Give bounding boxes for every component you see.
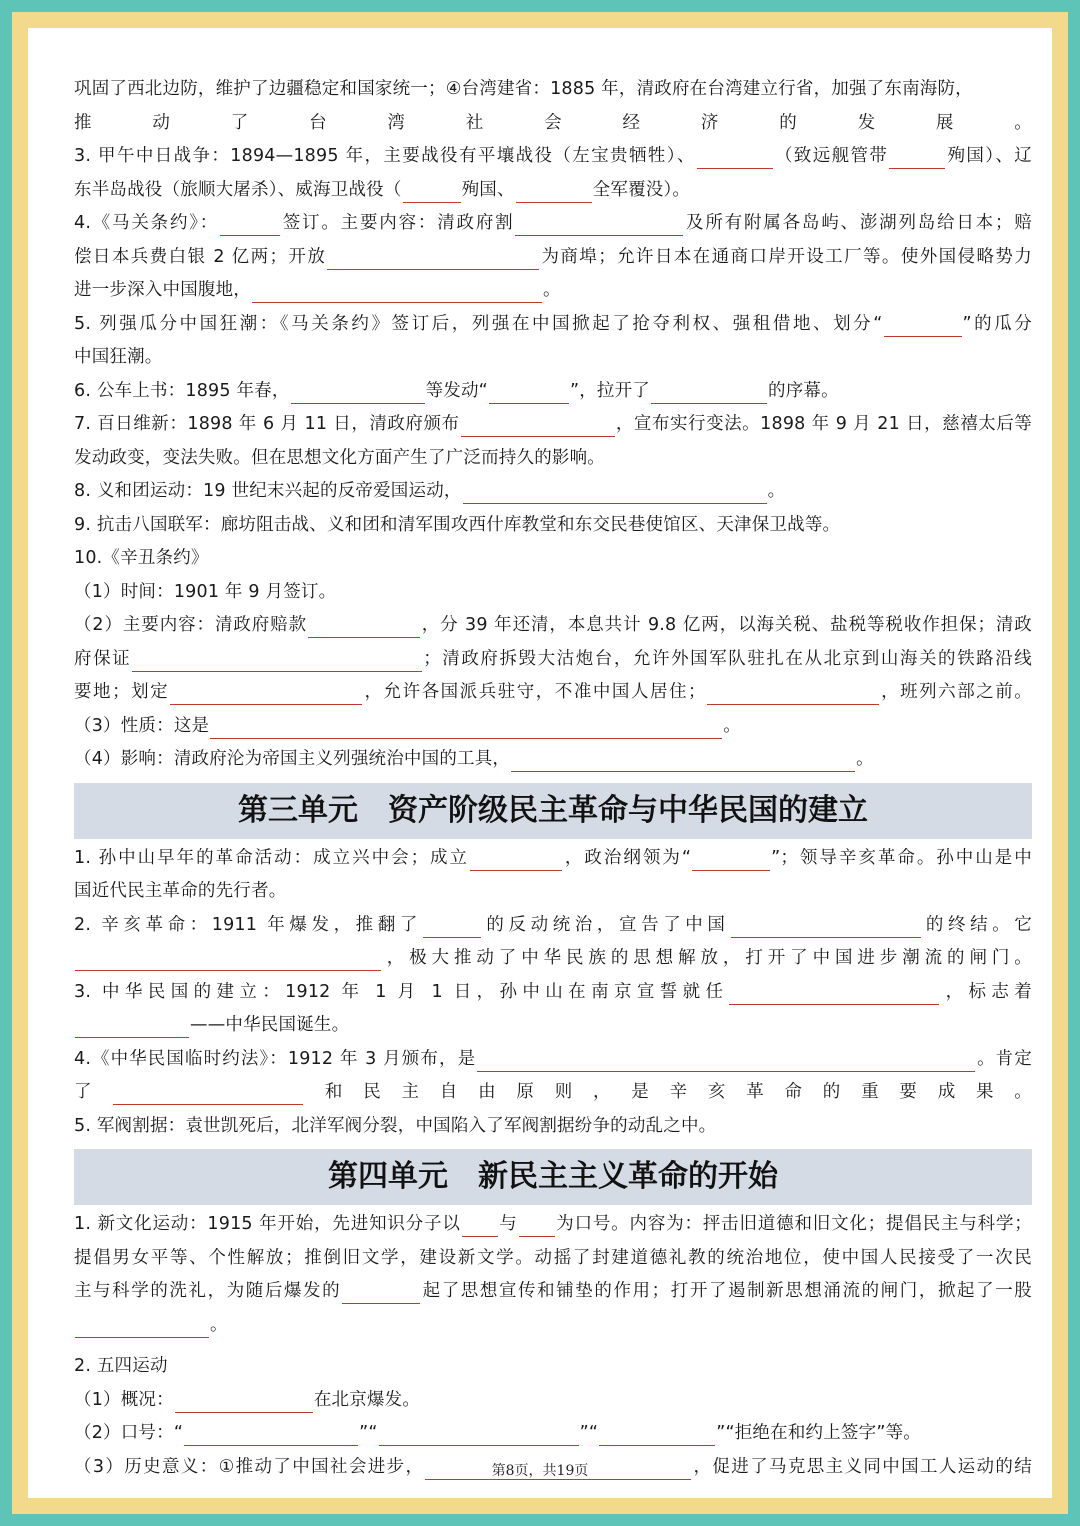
- text-segment: 。: [210, 1314, 228, 1335]
- text-segment: 府保证: [74, 648, 132, 669]
- text-segment: 殉国）、辽: [946, 146, 1032, 166]
- text-line: [74, 609, 1032, 643]
- text-segment: 5. 军阀割据：袁世凯死后，北洋军阀分裂，中国陷入了军阀割据纷争的动乱之中。: [74, 1115, 717, 1136]
- page-content: [74, 73, 1032, 1484]
- text-line: [74, 842, 1032, 876]
- fill-in-blank[interactable]: [707, 680, 879, 705]
- text-segment: 及所有附属各岛屿、澎湖列岛给日本；赔: [684, 213, 1032, 233]
- unit-4-notes: [74, 1208, 1032, 1484]
- text-line: [74, 909, 1032, 943]
- text-segment: ，标志着: [940, 981, 1032, 1002]
- text-segment: 2. 五四运动: [74, 1356, 168, 1376]
- text-line: [74, 1309, 1032, 1343]
- text-segment: 的反动统治，宣告了中国: [481, 914, 730, 935]
- text-segment: 4.《马关条约》：: [74, 213, 220, 233]
- page-footer: 第8页，共19页: [491, 1463, 589, 1479]
- text-segment: 1. 新文化运动：1915 年开始，先进知识分子以: [74, 1214, 461, 1234]
- text-segment: 。: [767, 481, 786, 501]
- fill-in-blank[interactable]: [477, 1047, 975, 1072]
- fill-in-blank[interactable]: [511, 747, 855, 772]
- text-line: [74, 1417, 1032, 1451]
- text-segment: ”；领导辛亥革命。孙中山是中: [771, 847, 1032, 868]
- fill-in-blank[interactable]: [884, 312, 962, 337]
- fill-in-blank[interactable]: [113, 1080, 303, 1105]
- fill-in-blank[interactable]: [403, 178, 461, 203]
- fill-in-blank[interactable]: [308, 613, 420, 638]
- text-line: [74, 1275, 1032, 1309]
- text-segment: 3. 甲午中日战争：1894—1895 年，主要战役有平壤战役（左宝贵牺牲）、: [74, 146, 696, 166]
- text-segment: 2. 辛亥革命：1911 年爆发，推翻了: [74, 914, 422, 935]
- text-line: [74, 375, 1032, 409]
- text-segment: 签订。主要内容：清政府割: [281, 213, 515, 233]
- text-line: [74, 408, 1032, 442]
- text-segment: ”“: [579, 1423, 599, 1443]
- fill-in-blank[interactable]: [519, 1212, 555, 1237]
- fill-in-blank[interactable]: [697, 144, 773, 169]
- text-line: [74, 341, 1032, 375]
- text-segment: （3）性质：这是: [74, 715, 210, 736]
- fill-in-blank[interactable]: [729, 980, 939, 1005]
- fill-in-blank[interactable]: [462, 1212, 498, 1237]
- text-segment: 等发动“: [425, 380, 488, 401]
- text-segment: 3. 中华民国的建立：1912 年 1 月 1 日，孙中山在南京宣誓就任: [74, 981, 729, 1002]
- text-segment: （1）时间：1901 年 9 月签订。: [74, 581, 337, 602]
- text-segment: 的终结。它: [921, 914, 1033, 935]
- text-line: [74, 207, 1032, 241]
- fill-in-blank[interactable]: [731, 913, 921, 938]
- fill-in-blank[interactable]: [423, 913, 481, 938]
- text-segment: 。: [856, 749, 874, 769]
- unit-3-notes: [74, 842, 1032, 1144]
- text-line: [74, 542, 1032, 576]
- fill-in-blank[interactable]: [515, 211, 683, 236]
- text-line: [74, 140, 1032, 174]
- text-segment: （4）影响：清政府沦为帝国主义列强统治中国的工具，: [74, 749, 511, 769]
- fill-in-blank[interactable]: [252, 278, 542, 303]
- text-segment: 推动了台湾社会经济的发展。: [74, 112, 1032, 133]
- text-line: [74, 73, 1032, 107]
- text-line: [74, 1043, 1032, 1077]
- text-segment: ，政治纲领为“: [563, 847, 692, 868]
- text-segment: 提倡男女平等、个性解放；推倒旧文学，建设新文学。动摇了封建道德礼教的统治地位，使中国人民接受了一次民: [74, 1247, 1032, 1268]
- fill-in-blank[interactable]: [342, 1279, 420, 1304]
- text-segment: 的序幕。: [768, 380, 839, 401]
- text-segment: 与: [498, 1214, 518, 1234]
- text-line: [74, 576, 1032, 610]
- text-line: [74, 743, 1032, 777]
- text-segment: 。: [543, 280, 561, 300]
- fill-in-blank[interactable]: [651, 379, 767, 404]
- text-line: [74, 174, 1032, 208]
- text-segment: 为口号。内容为：抨击旧道德和旧文化；提倡民主与科学；: [555, 1214, 1033, 1234]
- text-segment: ，允许各国派兵驻守，不准中国人居住；: [363, 682, 706, 702]
- text-segment: ，宣布实行变法。1898 年 9 月 21 日，慈禧太后等: [615, 414, 1032, 434]
- fill-in-blank[interactable]: [599, 1421, 715, 1446]
- text-segment: （2）口号：“: [74, 1423, 184, 1443]
- text-segment: 8. 义和团运动：19 世纪末兴起的反帝爱国运动，: [74, 481, 462, 501]
- text-line: [74, 1350, 1032, 1384]
- unit-2-notes: [74, 73, 1032, 777]
- fill-in-blank[interactable]: [692, 846, 770, 871]
- text-segment: ”“: [359, 1423, 378, 1443]
- text-segment: （3）历史意义：①推动了中国社会进步，: [74, 1456, 425, 1477]
- fill-in-blank[interactable]: [170, 680, 362, 705]
- text-line: [74, 509, 1032, 543]
- text-segment: 巩固了西北边防，维护了边疆稳定和国家统一；④台湾建省：1885 年，清政府在台湾建立行省，加强了东南海防，: [74, 79, 973, 99]
- text-segment: （致远舰管带: [773, 146, 889, 166]
- fill-in-blank[interactable]: [470, 846, 562, 871]
- fill-in-blank[interactable]: [184, 1421, 358, 1446]
- text-segment: 7. 百日维新：1898 年 6 月 11 日，清政府颁布: [74, 414, 460, 434]
- text-line: [74, 442, 1032, 476]
- fill-in-blank[interactable]: [379, 1421, 579, 1446]
- text-line: [74, 942, 1032, 976]
- text-line: [74, 241, 1032, 275]
- fill-in-blank[interactable]: [463, 479, 767, 504]
- text-segment: ”“拒绝在和约上签字”等。: [716, 1423, 922, 1443]
- text-line: [74, 107, 1032, 141]
- text-segment: 殉国、: [461, 179, 515, 200]
- text-line: [74, 1009, 1032, 1043]
- fill-in-blank[interactable]: [889, 144, 945, 169]
- fill-in-blank[interactable]: [220, 211, 280, 236]
- fill-in-blank[interactable]: [210, 714, 722, 739]
- text-line: [74, 475, 1032, 509]
- text-segment: ”的瓜分: [962, 313, 1032, 334]
- fill-in-blank[interactable]: [461, 412, 615, 437]
- text-segment: 中国狂潮。: [74, 347, 163, 367]
- text-line: [74, 1242, 1032, 1276]
- text-line: [74, 976, 1032, 1010]
- document-page: [28, 28, 1052, 1498]
- text-segment: 5. 列强瓜分中国狂潮：《马关条约》签订后，列强在中国掀起了抢夺利权、强租借地、划分“: [74, 313, 883, 334]
- text-segment: 国近代民主革命的先行者。: [74, 881, 287, 901]
- page-frame: [12, 12, 1068, 1514]
- text-segment: 在北京爆发。: [313, 1389, 421, 1410]
- fill-in-blank[interactable]: [291, 379, 425, 404]
- text-segment: ，分 39 年还清，本息共计 9.8 亿两，以海关税、盐税等税收作担保；清政: [421, 615, 1033, 635]
- fill-in-blank[interactable]: [489, 379, 569, 404]
- text-segment: 为商埠；允许日本在通商口岸开设工厂等。使外国侵略势力: [540, 246, 1032, 267]
- text-segment: （1）概况：: [74, 1389, 174, 1410]
- text-segment: 要地；划定: [74, 682, 170, 702]
- text-segment: 6. 公车上书：1895 年春，: [74, 380, 290, 401]
- text-segment: 主与科学的洗礼，为随后爆发的: [74, 1281, 342, 1301]
- text-segment: 进一步深入中国腹地，: [74, 280, 251, 300]
- text-segment: ，班列六部之前。: [879, 682, 1033, 702]
- text-segment: 4.《中华民国临时约法》：1912 年 3 月颁布，是: [74, 1048, 477, 1069]
- fill-in-blank[interactable]: [327, 245, 539, 270]
- text-segment: ；清政府拆毁大沽炮台，允许外国军队驻扎在从北京到山海关的铁路沿线: [423, 648, 1032, 669]
- text-segment: ”，拉开了: [569, 380, 651, 401]
- text-segment: ，极大推动了中华民族的思想解放，打开了中国进步潮流的闸门。: [382, 948, 1032, 968]
- text-segment: （2）主要内容：清政府赔款: [74, 615, 308, 635]
- text-segment: 。肯定: [976, 1048, 1032, 1069]
- text-segment: ——中华民国诞生。: [190, 1015, 350, 1035]
- section-4-banner: 第四单元 新民主主义革命的开始: [74, 1149, 1032, 1205]
- text-line: [74, 274, 1032, 308]
- fill-in-blank[interactable]: [175, 1388, 313, 1413]
- fill-in-blank[interactable]: [75, 1313, 209, 1338]
- text-segment: 起了思想宣传和铺垫的作用；打开了遏制新思想涌流的闸门，掀起了一股: [421, 1281, 1032, 1301]
- text-line: [74, 1076, 1032, 1110]
- text-segment: 发动政变，变法失败。但在思想文化方面产生了广泛而持久的影响。: [74, 447, 605, 468]
- text-segment: 1. 孙中山早年的革命活动：成立兴中会；成立: [74, 847, 470, 868]
- section-3-banner: 第三单元 资产阶级民主革命与中华民国的建立: [74, 783, 1032, 839]
- text-segment: ，促进了马克思主义同中国工人运动的结: [692, 1456, 1032, 1477]
- text-segment: 偿日本兵费白银 2 亿两；开放: [74, 246, 327, 267]
- text-line: [74, 1384, 1032, 1418]
- text-line: [74, 676, 1032, 710]
- text-line: [74, 1110, 1032, 1144]
- text-line: [74, 308, 1032, 342]
- fill-in-blank[interactable]: [132, 647, 422, 672]
- fill-in-blank[interactable]: [516, 178, 592, 203]
- text-segment: 9. 抗击八国联军：廊坊阻击战、义和团和清军围攻西什库教堂和东交民巷使馆区、天津保卫战等。: [74, 514, 841, 535]
- text-line: [74, 1208, 1032, 1242]
- text-segment: 。: [723, 715, 741, 736]
- text-line: [74, 643, 1032, 677]
- fill-in-blank[interactable]: [75, 946, 381, 971]
- text-segment: 10.《辛丑条约》: [74, 548, 209, 568]
- text-segment: 东半岛战役（旅顺大屠杀）、威海卫战役（: [74, 179, 402, 200]
- text-segment: 和民主自由原则，是辛亥革命的重要成果。: [304, 1082, 1032, 1102]
- text-segment: 全军覆没）。: [592, 179, 691, 200]
- text-segment: 了: [74, 1082, 113, 1102]
- fill-in-blank[interactable]: [75, 1013, 189, 1038]
- text-line: [74, 875, 1032, 909]
- text-line: [74, 710, 1032, 744]
